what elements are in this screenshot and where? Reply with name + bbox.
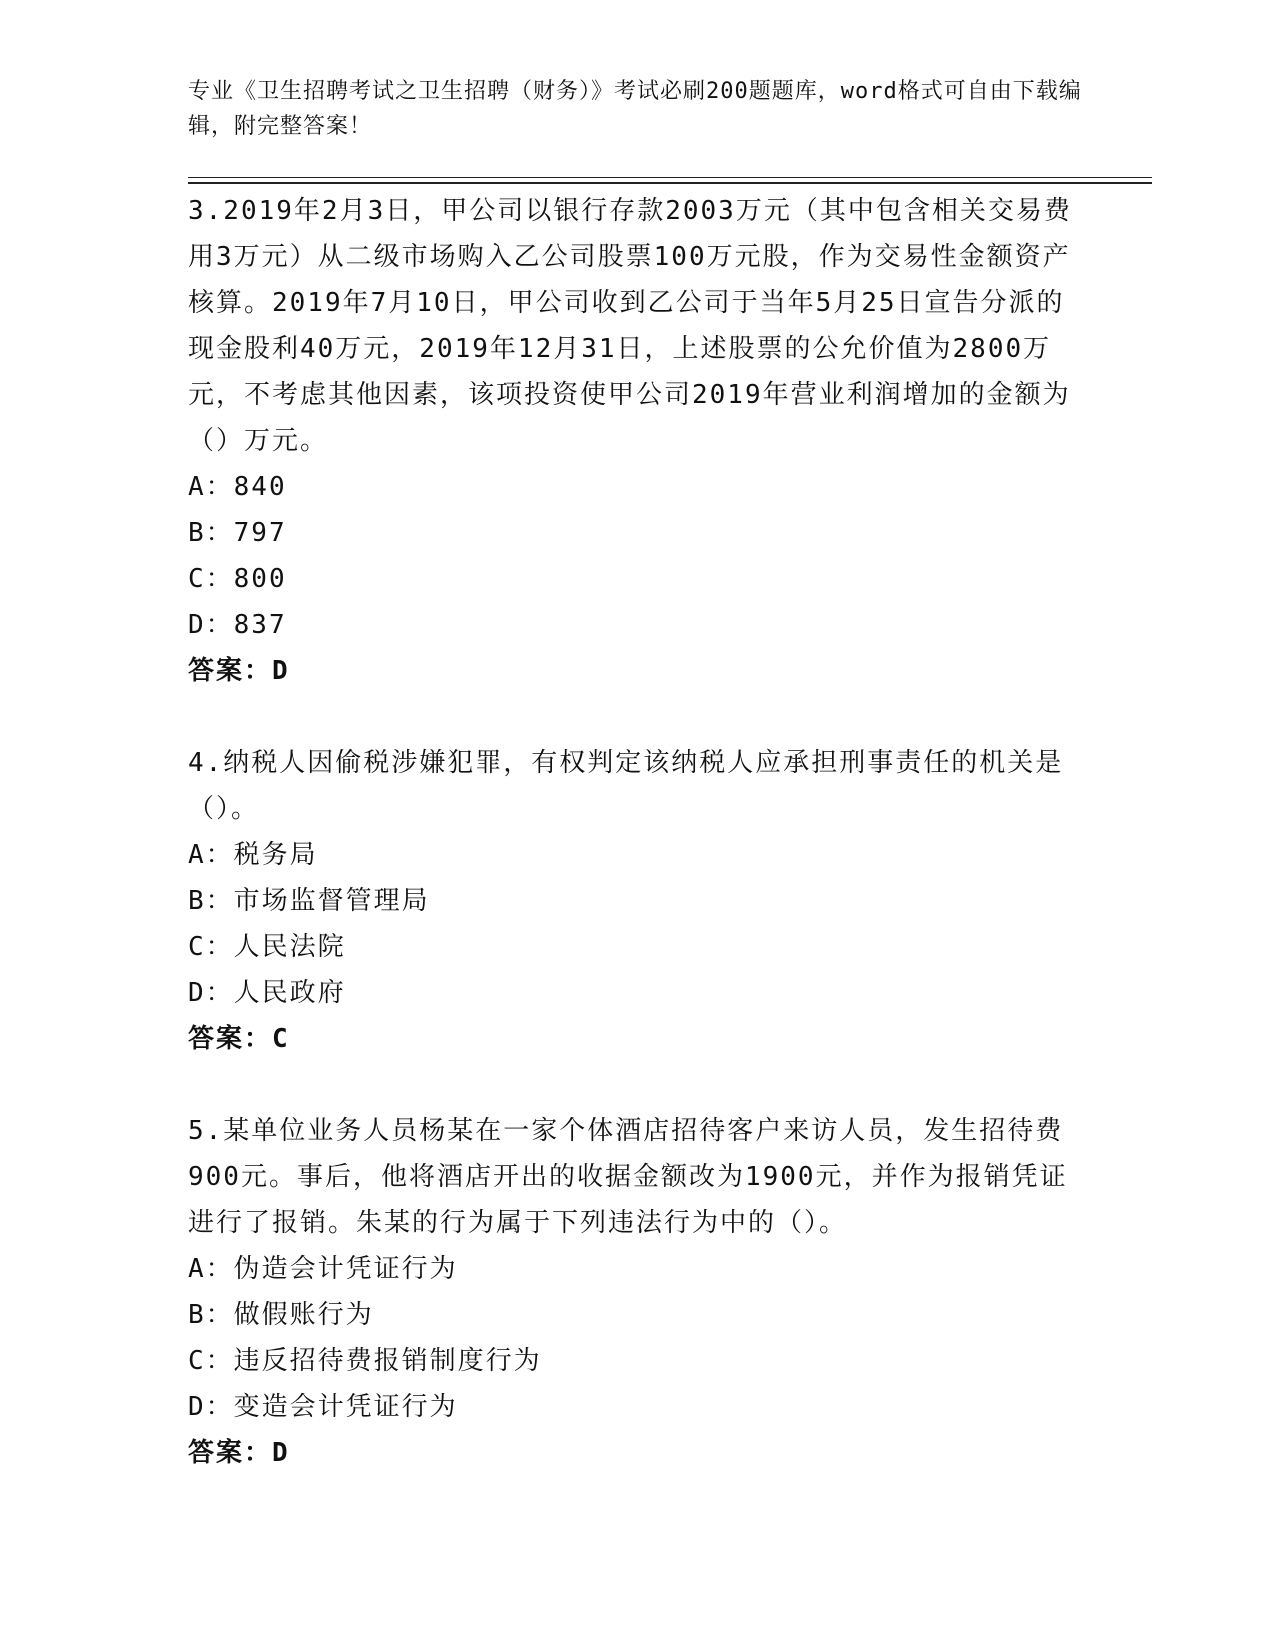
question-stem: 3.2019年2月3日，甲公司以银行存款2003万元（其中包含相关交易费用3万元）从二级市场购入乙公司股票100万元股，作为交易性金额资产核算。2019年7月10日，甲公司收到乙公司于当年5月25日宣告分派的现金股利40万元，2019年12月31日，上述股票的公允价值为2800万元，不考虑其他因素，该项投资使甲公司2019年营业利润增加的金额为（）万元。 xyxy=(188,196,1072,456)
answer: 答案：C xyxy=(188,1024,290,1054)
answer: 答案：D xyxy=(188,656,290,686)
question-spacer xyxy=(188,694,1088,740)
option-a: A：税务局 xyxy=(188,840,318,870)
option-d: D：变造会计凭证行为 xyxy=(188,1392,458,1422)
question-3 xyxy=(188,188,1088,694)
option-b: B：797 xyxy=(188,518,287,548)
header-divider-thin xyxy=(188,177,1152,178)
option-c: C：违反招待费报销制度行为 xyxy=(188,1346,542,1376)
question-stem: 5.某单位业务人员杨某在一家个体酒店招待客户来访人员，发生招待费900元。事后，他将酒店开出的收据金额改为1900元，并作为报销凭证进行了报销。朱某的行为属于下列违法行为中的（）。 xyxy=(188,1116,1068,1238)
option-d: D：人民政府 xyxy=(188,978,346,1008)
question-4 xyxy=(188,740,1088,1062)
document-header: 专业《卫生招聘考试之卫生招聘（财务）》考试必刷200题题库，word格式可自由下载编辑，附完整答案！ xyxy=(188,79,1082,139)
question-5 xyxy=(188,1108,1088,1476)
question-spacer xyxy=(188,1062,1088,1108)
answer: 答案：D xyxy=(188,1438,290,1468)
option-c: C：人民法院 xyxy=(188,932,346,962)
question-stem: 4.纳税人因偷税涉嫌犯罪，有权判定该纳税人应承担刑事责任的机关是（）。 xyxy=(188,748,1064,824)
option-c: C：800 xyxy=(188,564,287,594)
question-list xyxy=(188,188,1088,1476)
option-a: A：840 xyxy=(188,472,287,502)
option-b: B：做假账行为 xyxy=(188,1300,374,1330)
option-d: D：837 xyxy=(188,610,287,640)
header-divider-thick xyxy=(188,182,1152,184)
option-b: B：市场监督管理局 xyxy=(188,886,430,916)
option-a: A：伪造会计凭证行为 xyxy=(188,1254,458,1284)
